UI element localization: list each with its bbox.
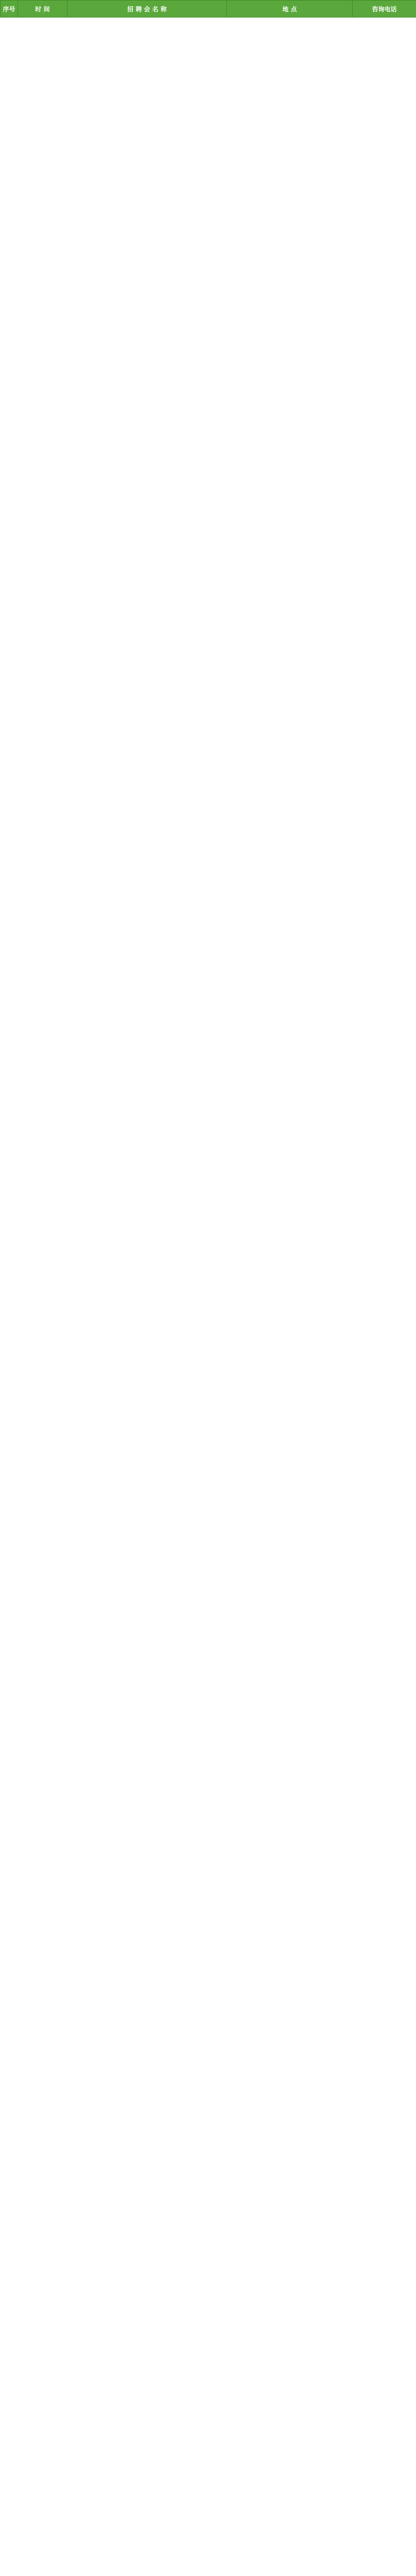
header-phone: 咨询电话: [353, 1, 416, 18]
header-date: 时 间: [18, 1, 67, 18]
header-venue: 地 点: [227, 1, 353, 18]
header-no: 序号: [1, 1, 18, 18]
job-fair-schedule-table: [0, 0, 416, 18]
table-header-row: [1, 1, 416, 18]
header-event: 招 聘 会 名 称: [67, 1, 227, 18]
job-fair-schedule-document: [0, 0, 416, 18]
